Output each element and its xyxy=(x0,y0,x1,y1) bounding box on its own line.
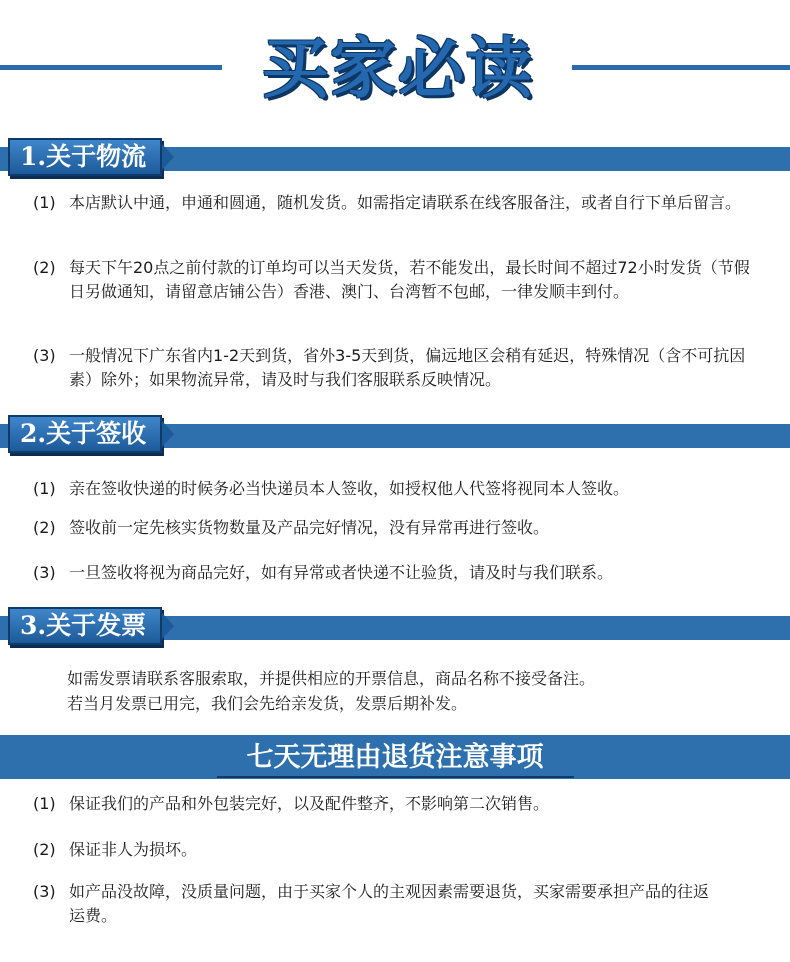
item-text: 亲在签收快递的时候务必当快递员本人签收，如授权他人代签将视同本人签收。 xyxy=(69,479,630,498)
item-number: (2) xyxy=(33,518,56,537)
item-number: (2) xyxy=(33,258,56,277)
item-text: 一旦签收将视为商品完好，如有异常或者快递不让验货，请及时与我们联系。 xyxy=(69,563,614,582)
section-title: 3.关于发票 xyxy=(8,607,162,645)
invoice-paragraph-1: 如需发票请联系客服索取，并提供相应的开票信息，商品名称不接受备注。 xyxy=(67,669,596,688)
list-item-signing-1 xyxy=(33,477,773,501)
item-number: (2) xyxy=(33,840,56,859)
item-number: (3) xyxy=(33,346,56,365)
item-text: 如产品没故障，没质量问题，由于买家个人的主观因素需要退货，买家需要承担产品的往返运费。 xyxy=(69,882,710,925)
item-text: 保证非人为损坏。 xyxy=(69,840,198,859)
invoice-paragraph-2: 若当月发票已用完，我们会先给亲发货，发票后期补发。 xyxy=(67,694,468,713)
item-number: (1) xyxy=(33,479,56,498)
list-item-logistics-2 xyxy=(33,256,753,304)
list-item-signing-3 xyxy=(33,561,773,585)
item-text: 保证我们的产品和外包装完好，以及配件整齐，不影响第二次销售。 xyxy=(69,794,550,813)
item-text: 每天下午20点之前付款的订单均可以当天发货，若不能发出，最长时间不超过72小时发货（节假日另做通知，请留意店铺公告）香港、澳门、台湾暂不包邮，一律发顺丰到付。 xyxy=(69,258,750,301)
title-divider-right xyxy=(572,65,790,70)
section-header-signing xyxy=(0,411,790,455)
item-number: (3) xyxy=(33,882,56,901)
list-item-returns-2 xyxy=(33,838,773,862)
section-header-invoice xyxy=(0,603,790,647)
main-title-row xyxy=(0,0,790,130)
section-header-logistics xyxy=(0,134,790,178)
list-item-logistics-1 xyxy=(33,191,753,215)
list-item-signing-2 xyxy=(33,516,773,540)
list-item-returns-3 xyxy=(33,880,723,928)
item-text: 一般情况下广东省内1-2天到货，省外3-5天到货，偏远地区会稍有延迟，特殊情况（含不可抗因素）除外；如果物流异常，请及时与我们客服联系反映情况。 xyxy=(69,346,746,389)
section-title: 2.关于签收 xyxy=(8,415,162,453)
item-number: (3) xyxy=(33,563,56,582)
item-number: (1) xyxy=(33,193,56,212)
item-number: (1) xyxy=(33,794,56,813)
list-item-returns-1 xyxy=(33,792,773,816)
returns-banner xyxy=(0,735,790,779)
title-divider-left xyxy=(0,65,222,70)
list-item-logistics-3 xyxy=(33,344,753,392)
item-text: 签收前一定先核实货物数量及产品完好情况，没有异常再进行签收。 xyxy=(69,518,550,537)
page-title: 买家必读 xyxy=(262,30,534,107)
item-text: 本店默认中通，申通和圆通，随机发货。如需指定请联系在线客服备注，或者自行下单后留言。 xyxy=(69,193,742,212)
section-title: 1.关于物流 xyxy=(8,138,162,176)
returns-title: 七天无理由退货注意事项 xyxy=(217,738,574,778)
